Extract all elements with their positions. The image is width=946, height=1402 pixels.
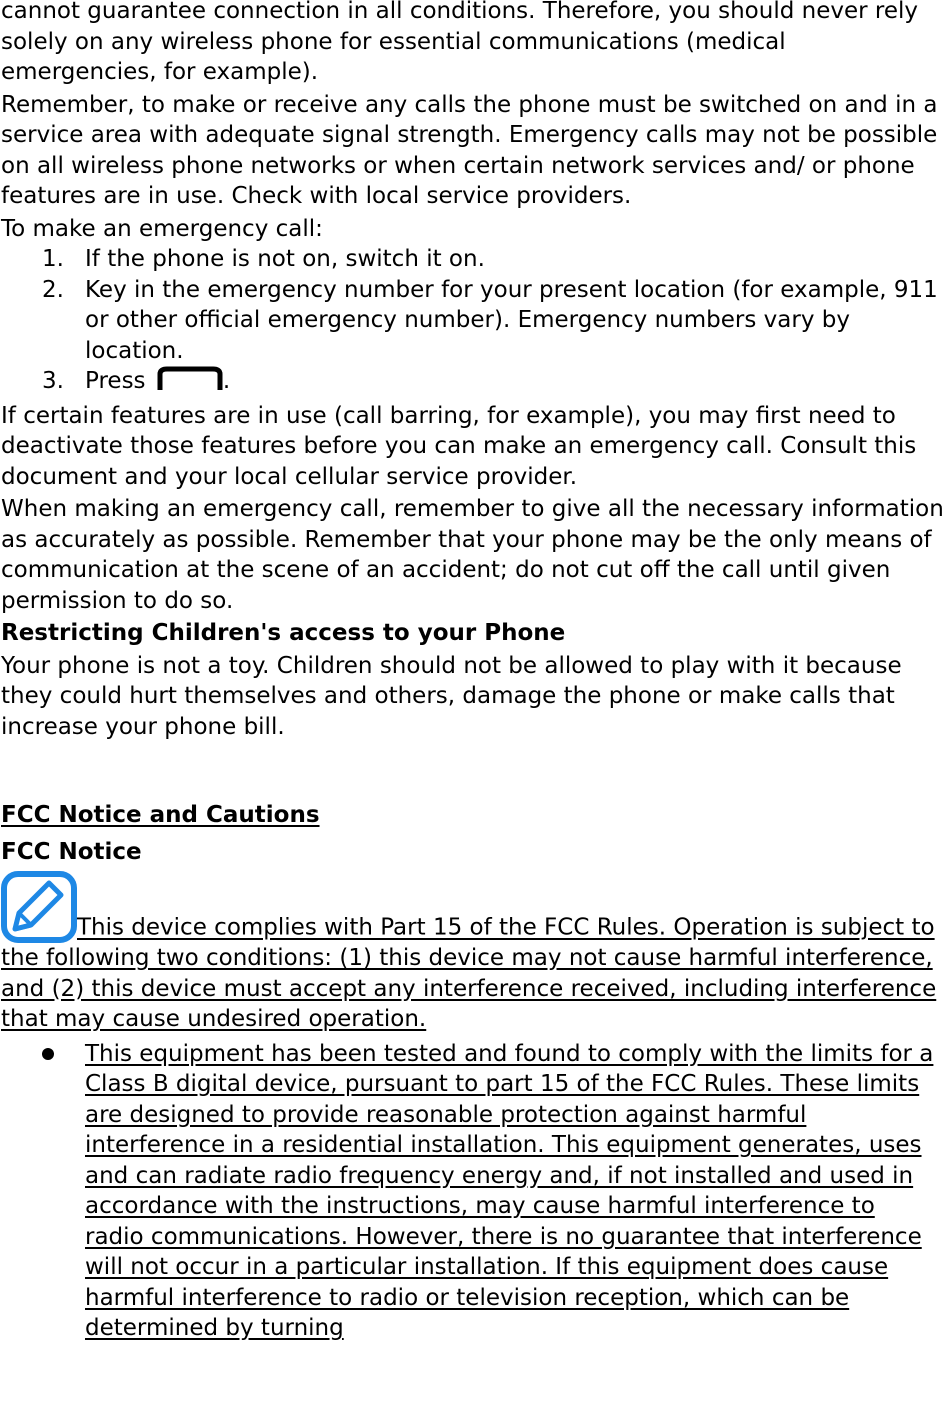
paragraph-wireless-guarantee: cannot guarantee connection in all conditions. Therefore, you should never rely solely on any wireless phone for essential communications (medical emergencies, for example). [1, 0, 918, 85]
step-number: 3. [42, 368, 64, 394]
list-item [1, 244, 946, 275]
step-text: Key in the emergency number for your present location (for example, 911 or other official emergency number). Emergency numbers vary by location. [85, 276, 938, 364]
step-number: 2. [42, 276, 64, 303]
note-pencil-icon [1, 871, 77, 943]
list-item [1, 366, 946, 401]
fcc-notice-heading: FCC Notice [1, 838, 142, 865]
children-body: Your phone is not a toy. Children should not be allowed to play with it because they could hurt themselves and others, damage the phone or make calls that increase your phone bill. [1, 652, 902, 740]
step-number: 1. [42, 246, 64, 272]
fcc-section-title: FCC Notice and Cautions [1, 802, 320, 828]
paragraph-emergency-intro: To make an emergency call: [1, 215, 323, 242]
step-text: Press [85, 368, 146, 394]
children-heading: Restricting Children's access to your Phone [1, 620, 566, 646]
list-item [1, 1039, 946, 1344]
step-suffix: . [222, 368, 231, 394]
paragraph-features-in-use: If certain features are in use (call barring, for example), you may first need to deactivate those features before you can make an emergency call. Consult this document and your local cellular service provider. [1, 402, 917, 490]
emergency-steps-list [1, 244, 946, 401]
fcc-note [1, 871, 946, 1035]
fcc-note-text: This device complies with Part 15 of the FCC Rules. Operation is subject to the following two conditions: (1) this device may not cause harmful interference, and (2) this device must accept any interference received, including interference that may cause undesired operation. [1, 914, 937, 1032]
bullet-dot-icon [1, 1039, 85, 1344]
fcc-bullet-list [1, 1039, 946, 1344]
step-text: If the phone is not on, switch it on. [85, 246, 485, 272]
paragraph-making-call: When making an emergency call, remember to give all the necessary information as accurately as possible. Remember that your phone may be the only means of communication at the scene of an accident; do not cut off the call until given permission to do so. [1, 496, 944, 614]
send-key-icon [157, 366, 223, 401]
bullet-text: This equipment has been tested and found to comply with the limits for a Class B digital device, pursuant to part 15 of the FCC Rules. These limits are designed to provide reasonable protection against harmful interference in a residential installation. This equipment generates, uses and can radiate radio frequency energy and, if not installed and used in accordance with the instructions, may cause harmful interference to radio communications. However, there is no guarantee that interference will not occur in a particular installation. If this equipment does cause harmful interference to radio or television reception, which can be determined by turning [85, 1040, 934, 1341]
list-item [1, 275, 946, 367]
paragraph-switched-on: Remember, to make or receive any calls the phone must be switched on and in a service area with adequate signal strength. Emergency calls may not be possible on all wireless phone networks or when certain network services and/ or phone features are in use. Check with local service providers. [1, 91, 938, 209]
